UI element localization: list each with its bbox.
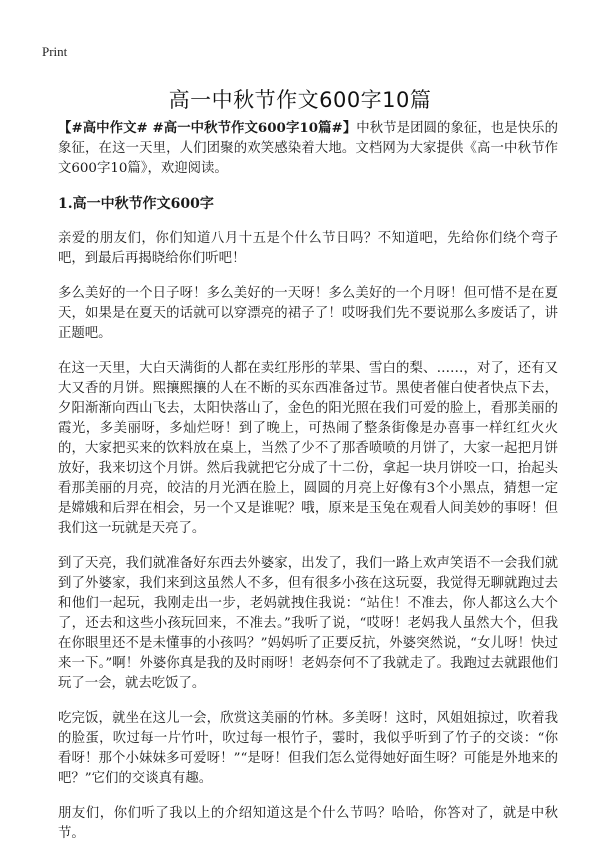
body-paragraph-5: 吃完饭，就坐在这儿一会，欣赏这美丽的竹林。多美呀！这时，风姐姐掠过，吹着我的脸蛋，吹过每一片竹叶，吹过每一根竹子，霎时，我似乎听到了竹子的交谈：“你看呀！那个小妹妹多可爱呀！”“是呀！但我们怎么觉得她好面生呀？可能是外地来的吧？”它们的交谈真有趣。 (58, 711, 558, 786)
intro-tag: 【#高中作文# #高一中秋节作文600字10篇#】 (58, 120, 357, 136)
body-paragraph-2: 多么美好的一个日子呀！多么美好的一天呀！多么美好的一个月呀！但可惜不是在夏天，如果是在夏天的话就可以穿漂亮的裙子了！哎呀我们先不要说那么多废话了，讲正题吧。 (58, 286, 558, 341)
print-label: Print (42, 44, 68, 59)
intro-text: 中秋节是团圆的象征，也是快乐的象征，在这一天里，人们团聚的欢笑感染着大地。文档网为大家提供《高一中秋节作文600字10篇》，欢迎阅读。 (58, 121, 558, 176)
body-paragraph-3: 在这一天里，大白天满街的人都在卖红彤彤的苹果、雪白的梨、……，对了，还有又大又香的月饼。熙攘熙攘的人在不断的买东西准备过节。黑使者催白使者快点下去，夕阳渐渐向西山飞去，太阳快落山了，金色的阳光照在我们可爱的脸上，看那美丽的霞光，多美丽呀，多灿烂呀！到了晚上，可热闹了整条街像是办喜事一样红红火火的，大家把买来的饮料放在桌上，当然了少不了那香喷喷的月饼了，大家一起把月饼放好，我来切这个月饼。然后我就把它分成了十二份，拿起一块月饼咬一口，抬起头看那美丽的月亮，皎洁的月光洒在脸上，圆圆的月亮上好像有3个小黑点，猜想一定是嫦娥和后羿在相会，另一个又是谁呢？哦，原来是玉兔在观看人间美妙的事呀！但我们这一玩就是天亮了。 (58, 361, 558, 536)
intro-paragraph (58, 118, 558, 179)
body-paragraph-4: 到了天亮，我们就准备好东西去外婆家，出发了，我们一路上欢声笑语不一会我们就到了外婆家，我们来到这虽然人不多，但有很多小孩在这玩耍，我觉得无聊就跑过去和他们一起玩，我刚走出一步，老妈就拽住我说：“站住！不准去，你人都这么大个了，还去和这些小孩玩回来，不准去。”我听了说，“哎呀！老妈我人虽然大个，但我在你眼里还不是未懂事的小孩吗？”妈妈听了正要反抗，外婆突然说，“女儿呀！快过来一下。”啊！外婆你真是我的及时雨呀！老妈奈何不了我就走了。我跑过去就跟他们玩了一会，就去吃饭了。 (58, 556, 558, 691)
body-paragraph-6: 朋友们，你们听了我以上的介绍知道这是个什么节吗？哈哈，你答对了，就是中秋节。 (58, 806, 558, 841)
document-title: 高一中秋节作文600字10篇 (168, 88, 432, 112)
document-body (58, 118, 558, 859)
body-paragraph-1: 亲爱的朋友们，你们知道八月十五是个什么节日吗？不知道吧，先给你们绕个弯子吧，到最后再揭晓给你们听吧！ (58, 231, 558, 266)
section-heading: 1.高一中秋节作文600字 (58, 196, 214, 212)
